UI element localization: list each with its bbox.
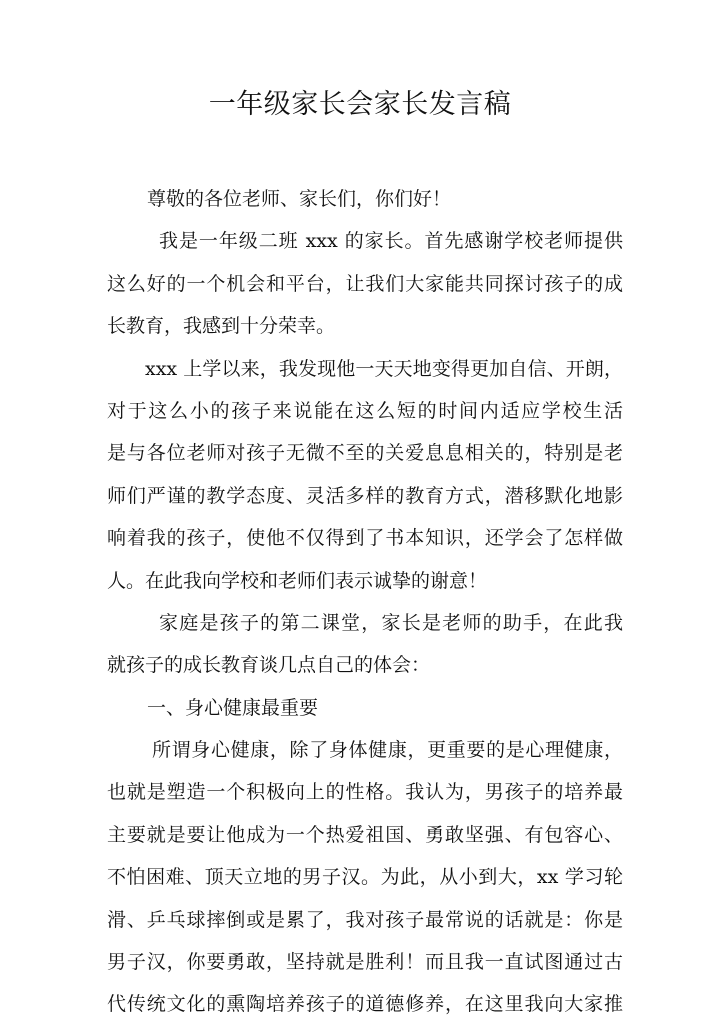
paragraph-line: 滑、乒乓球摔倒或是累了，我对孩子最常说的话就是：你是 bbox=[107, 908, 623, 931]
paragraph-line: 也就是塑造一个积极向上的性格。我认为，男孩子的培养最 bbox=[107, 781, 623, 804]
paragraph-line: 长教育，我感到十分荣幸。 bbox=[107, 315, 336, 338]
paragraph-line: 代传统文化的熏陶培养孩子的道德修养，在这里我向大家推 bbox=[107, 993, 623, 1016]
paragraph-line: 所谓身心健康，除了身体健康，更重要的是心理健康， bbox=[152, 739, 623, 762]
paragraph-line: 对于这么小的孩子来说能在这么短的时间内适应学校生活 bbox=[107, 399, 623, 422]
paragraph-line: 响着我的孩子，使他不仅得到了书本知识，还学会了怎样做 bbox=[107, 527, 623, 550]
paragraph-line: 师们严谨的教学态度、灵活多样的教育方式，潜移默化地影 bbox=[107, 484, 623, 507]
paragraph-line: 男子汉，你要勇敢，坚持就是胜利！而且我一直试图通过古 bbox=[107, 951, 623, 974]
paragraph-line: 我是一年级二班 xxx 的家长。首先感谢学校老师提供 bbox=[159, 230, 623, 253]
paragraph-line: 就孩子的成长教育谈几点自己的体会： bbox=[107, 654, 431, 677]
document-title: 一年级家长会家长发言稿 bbox=[208, 89, 512, 120]
paragraph-line: 不怕困难、顶天立地的男子汉。为此，从小到大，xx 学习轮 bbox=[107, 866, 623, 889]
paragraph-line: 是与各位老师对孩子无微不至的关爱息息相关的，特别是老 bbox=[107, 442, 623, 465]
greeting-line: 尊敬的各位老师、家长们，你们好！ bbox=[147, 188, 452, 210]
paragraph-line: 主要就是要让他成为一个热爱祖国、勇敢坚强、有包容心、 bbox=[107, 823, 623, 846]
section-heading: 一、身心健康最重要 bbox=[147, 696, 319, 719]
paragraph-line: 家庭是孩子的第二课堂，家长是老师的助手，在此我 bbox=[159, 611, 623, 634]
paragraph-line: 这么好的一个机会和平台，让我们大家能共同探讨孩子的成 bbox=[107, 272, 623, 295]
paragraph-line: 人。在此我向学校和老师们表示诚挚的谢意！ bbox=[107, 569, 488, 592]
document-body bbox=[107, 178, 623, 1026]
paragraph-line: xxx 上学以来，我发现他一天天地变得更加自信、开朗， bbox=[145, 357, 623, 380]
